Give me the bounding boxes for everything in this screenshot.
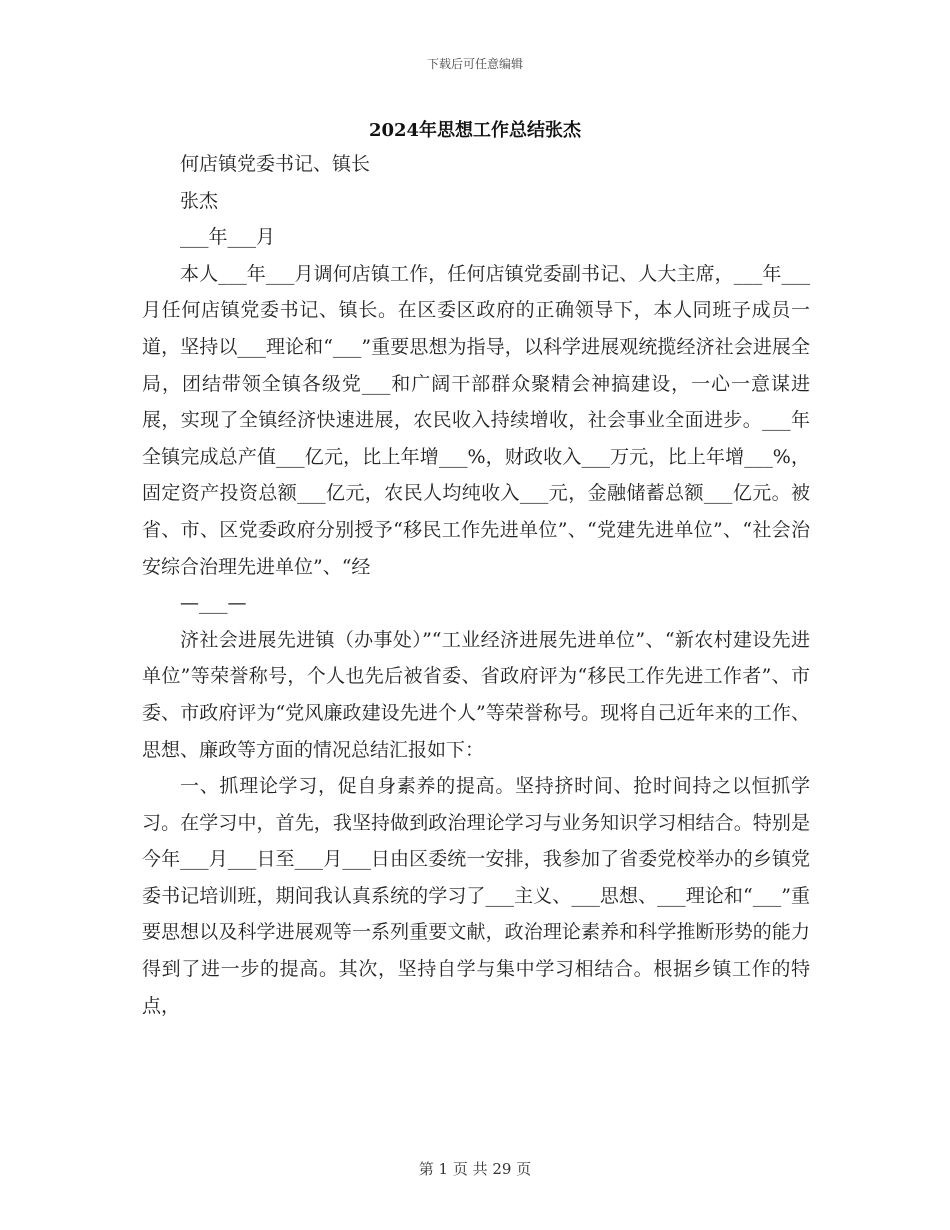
document-body [142, 146, 810, 1024]
paragraph: 济社会进展先进镇（办事处）”“工业经济进展先进单位”、“新农村建设先进单位”等荣誉称号，个人也先后被省委、省政府评为“移民工作先进工作者”、市委、市政府评为“党风廉政建设先进个人”等荣誉称号。现将自己近年来的工作、思想、廉政等方面的情况总结汇报如下： [142, 628, 810, 761]
author-name: 张杰 [180, 189, 219, 212]
date-line: ___年___月 [180, 226, 276, 249]
page-number: 第 1 页 共 29 页 [418, 1160, 532, 1178]
paragraph: 一、抓理论学习，促自身素养的提高。坚持挤时间、抢时间持之以恒抓学习。在学习中，首先，我坚持做到政治理论学习与业务知识学习相结合。特别是今年___月___日至___月___日由区委统一安排，我参加了省委党校举办的乡镇党委书记培训班，期间我认真系统的学习了___主义、___思想、___理论和“___”重要思想以及科学进展观等一系列重要文献，政治理论素养和科学推断形势的能力得到了进一步的提高。其次，坚持自学与集中学习相结合。根据乡镇工作的特点， [142, 775, 810, 1017]
paragraph: 本人___年___月调何店镇工作，任何店镇党委副书记、人大主席，___年___月任何店镇党委书记、镇长。在区委区政府的正确领导下，本人同班子成员一道，坚持以___理论和“___”重要思想为指导，以科学进展观统揽经济社会进展全局，团结带领全镇各级党___和广阔干部群众聚精会神搞建设，一心一意谋进展，实现了全镇经济快速进展，农民收入持续增收，社会事业全面进步。___年全镇完成总产值___亿元，比上年增___%，财政收入___万元，比上年增___%，固定资产投资总额___亿元，农民人均纯收入___元，金融储蓄总额___亿元。被省、市、区党委政府分别授予“移民工作先进单位”、“党建先进单位”、“社会治安综合治理先进单位”、“经 [142, 262, 810, 578]
page-break-marker: —___— [180, 592, 247, 615]
header-note: 下载后可任意编辑 [426, 57, 523, 71]
author-position: 何店镇党委书记、镇长 [180, 153, 371, 175]
document-title: 2024年思想工作总结张杰 [368, 120, 582, 141]
